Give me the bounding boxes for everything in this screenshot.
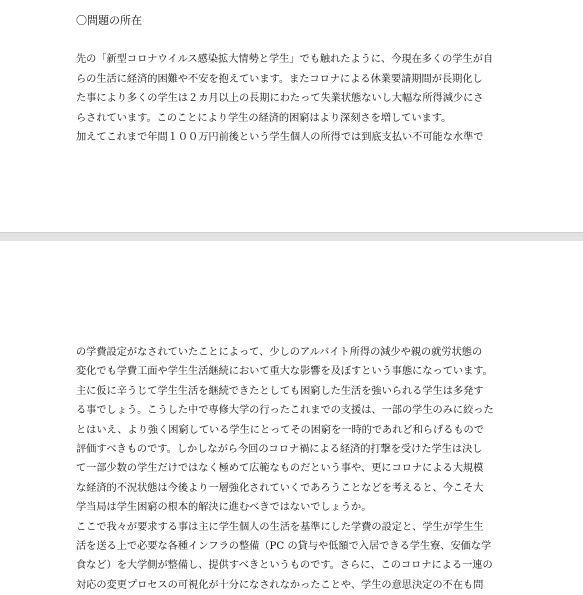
text-line: らされています。このことにより学生の経済的困窮はより深刻さを増しています。 (76, 112, 452, 124)
text-line: 評価すべきものです。しかしながら今回のコロナ禍による経済的打撃を受けた学生は決し (76, 444, 483, 456)
section-heading: 〇問題の所在 (76, 14, 142, 27)
text-line: る事でしょう。こうした中で専修大学の行ったこれまでの支援は、一部の学生のみに絞った (76, 405, 494, 417)
text-line: 加えてこれまで年間１００万円前後という学生個人の所得では到底支払い不可能な水準で (76, 132, 484, 144)
text-line: とはいえ、より強く困窮している学生にとってその困窮を一時的であれど和らげるもので (76, 424, 484, 436)
text-line: 活を送る上で必要な各種インフラの整備（PC の貸与や低額で入居できる学生寮、安価な学 (76, 541, 492, 553)
document-page-2 (0, 241, 583, 591)
paragraph-block (76, 343, 508, 595)
text-line: 食など）を大学側が整備し、提供すべきというものです。さらに、このコロナによる一連の (76, 560, 493, 572)
text-line: らの生活に経済的困難や不安を抱えています。またコロナによる休業要請期間が長期化し (76, 73, 483, 85)
paragraph-block (76, 50, 508, 148)
text-line: 学当局は学生困窮の根本的解決に進むべきではないでしょうか。 (76, 502, 372, 514)
document-page-1 (0, 0, 583, 232)
text-line: な経済的不況状態は今後より一層強化されていくであろうことなどを考えると、今こそ大 (76, 482, 484, 494)
text-line: 主に仮に辛うじて学生生活を継続できたとしても困窮した生活を強いられる学生は多発す (76, 385, 484, 397)
text-line: た事により多くの学生は２カ月以上の長期にわたって失業状態ないし大幅な所得減少にさ (76, 93, 484, 105)
text-line: 先の「新型コロナウイルス感染拡大情勢と学生」でも触れたように、今現在多くの学生が自 (76, 54, 494, 65)
text-line: ここで我々が要求する事は主に学生個人の生活を基準にした学費の設定と、学生が学生生 (76, 521, 484, 533)
text-line: て一部少数の学生だけではなく極めて広範なものだという事や、更にコロナによる大規模 (76, 463, 484, 475)
text-line: 変化でも学費工面や学生生活継続において重大な影響を及ぼすという事態になっています。 (76, 366, 493, 378)
text-line: の学費設定がなされていたことによって、少しのアルバイト所得の減少や親の就労状態の (76, 347, 483, 358)
text-line: 対応の変更プロセスの可視化が十分になされなかったことや、学生の意思決定の不在も問 (76, 579, 484, 591)
